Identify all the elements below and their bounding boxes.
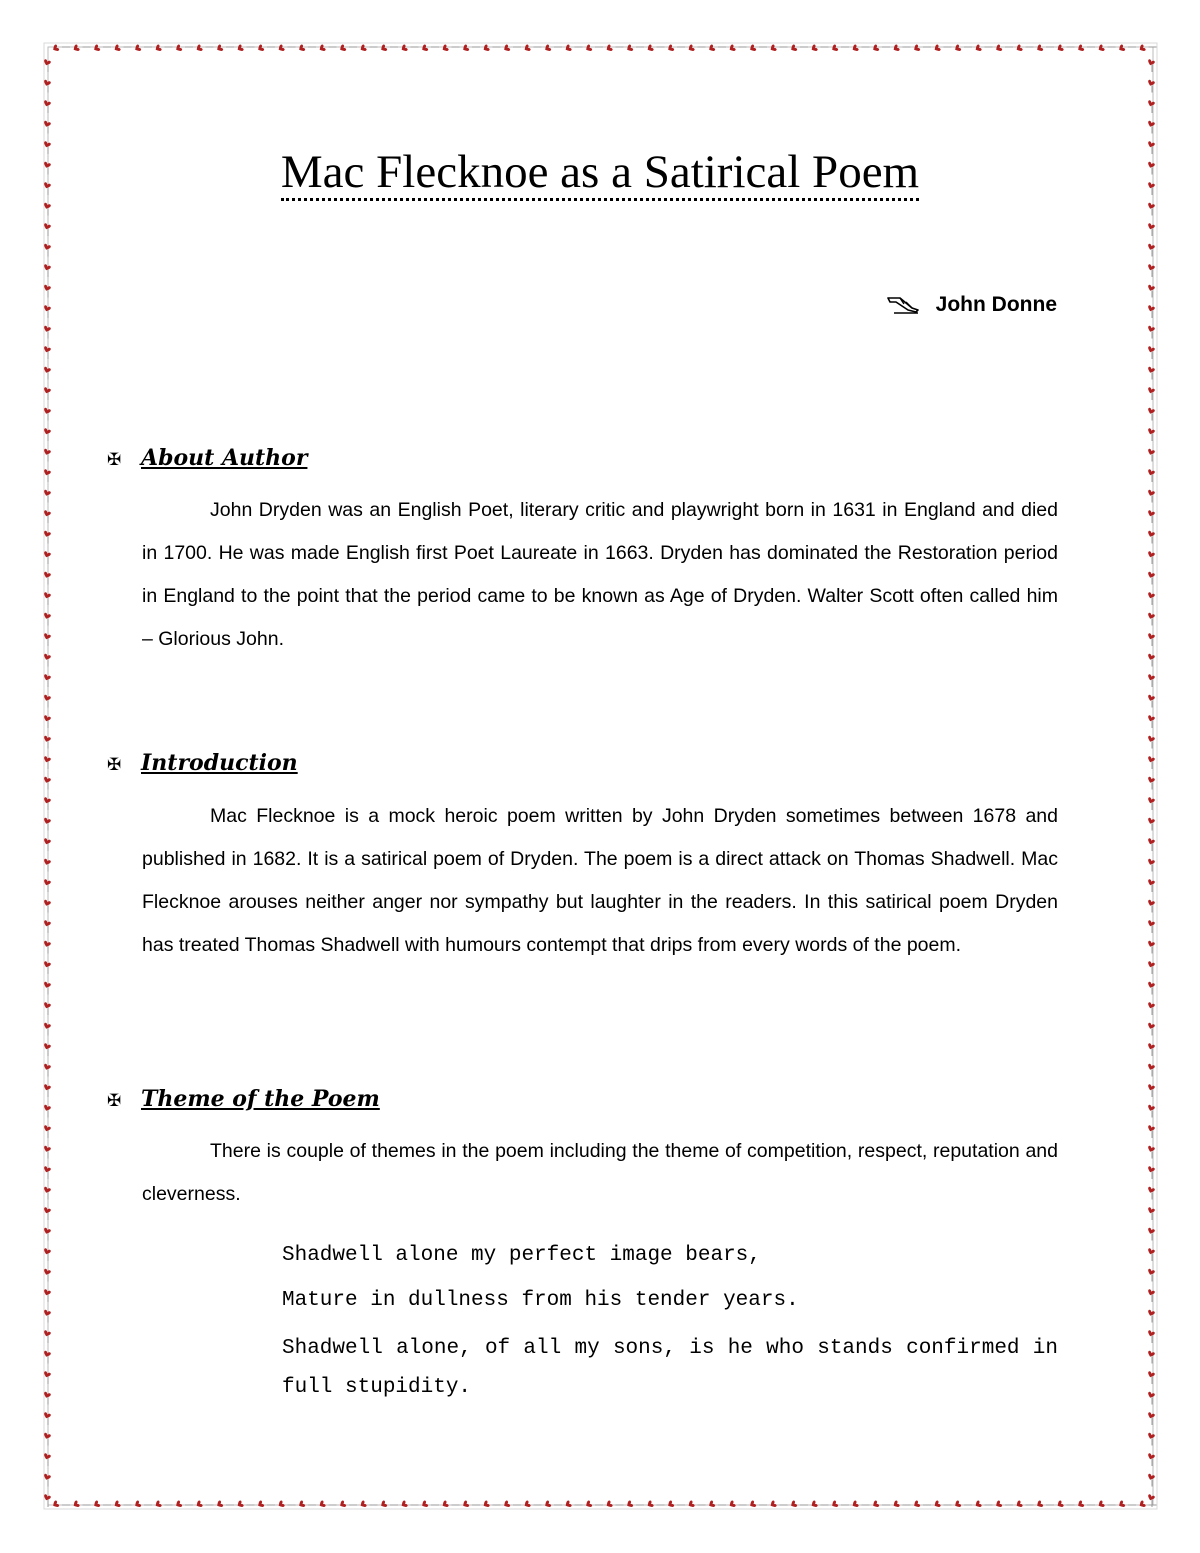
border-heart-mark <box>359 44 367 53</box>
heading-text: About Author <box>141 445 308 471</box>
border-heart-mark <box>1147 715 1155 722</box>
border-heart-mark <box>174 1500 182 1509</box>
border-heart-mark <box>1035 44 1043 53</box>
border-heart-mark <box>1147 735 1155 742</box>
border-heart-mark <box>1147 1248 1155 1255</box>
border-heart-mark <box>461 44 469 53</box>
border-heart-mark <box>256 1500 264 1509</box>
border-heart-mark <box>1147 1125 1155 1132</box>
border-heart-mark <box>1147 797 1155 804</box>
border-heart-mark <box>1147 694 1155 701</box>
section-heading-theme <box>107 1084 380 1116</box>
border-heart-mark <box>1015 44 1023 53</box>
border-heart-mark <box>1138 1500 1146 1509</box>
border-heart-mark <box>1147 510 1155 517</box>
border-heart-mark <box>154 1500 162 1509</box>
border-heart-mark <box>92 1500 100 1509</box>
border-heart-mark <box>1147 448 1155 455</box>
border-heart-mark <box>1147 59 1155 66</box>
border-heart-mark <box>666 1500 674 1509</box>
border-heart-mark <box>666 44 674 53</box>
border-heart-mark <box>420 44 428 53</box>
border-heart-mark <box>1147 1207 1155 1214</box>
writing-hand-icon <box>886 294 920 314</box>
border-heart-mark <box>51 44 59 53</box>
border-heart-mark <box>892 44 900 53</box>
border-heart-mark <box>994 44 1002 53</box>
border-heart-mark <box>1056 44 1064 53</box>
border-heart-mark <box>933 1500 941 1509</box>
border-heart-mark <box>871 44 879 53</box>
border-heart-mark <box>154 44 162 53</box>
border-heart-mark <box>1147 346 1155 353</box>
border-heart-mark <box>1147 530 1155 537</box>
border-heart-mark <box>974 44 982 53</box>
border-heart-mark <box>1147 776 1155 783</box>
border-heart-mark <box>441 1500 449 1509</box>
border-heart-mark <box>1147 1145 1155 1152</box>
border-heart-mark <box>1147 858 1155 865</box>
border-heart-mark <box>1097 1500 1105 1509</box>
border-heart-mark <box>1147 1412 1155 1419</box>
border-heart-mark <box>646 1500 654 1509</box>
border-heart-mark <box>72 1500 80 1509</box>
border-heart-mark <box>133 1500 141 1509</box>
border-heart-mark <box>1076 44 1084 53</box>
border-heart-mark <box>1147 920 1155 927</box>
border-heart-mark <box>1117 44 1125 53</box>
border-heart-mark <box>1147 387 1155 394</box>
border-heart-mark <box>1147 1473 1155 1480</box>
border-heart-mark <box>277 44 285 53</box>
section-heading-introduction <box>107 748 298 780</box>
border-heart-mark <box>1147 612 1155 619</box>
border-heart-mark <box>297 44 305 53</box>
border-heart-mark <box>1147 469 1155 476</box>
border-heart-mark <box>728 44 736 53</box>
border-heart-mark <box>1147 223 1155 230</box>
border-heart-mark <box>543 1500 551 1509</box>
border-heart-mark <box>1147 407 1155 414</box>
border-heart-mark <box>953 1500 961 1509</box>
border-heart-mark <box>1147 1330 1155 1337</box>
border-heart-mark <box>1147 838 1155 845</box>
border-heart-mark <box>830 1500 838 1509</box>
border-heart-mark <box>1147 243 1155 250</box>
border-heart-mark <box>236 1500 244 1509</box>
section-paragraph-theme: There is couple of themes in the poem including the theme of competition, respect, reputation and cleverness. <box>142 1140 1058 1205</box>
border-heart-mark <box>625 44 633 53</box>
border-heart-mark <box>256 44 264 53</box>
heading-text: Introduction <box>141 750 298 776</box>
border-heart-mark <box>1035 1500 1043 1509</box>
section-paragraph-introduction: Mac Flecknoe is a mock heroic poem written by John Dryden sometimes between 1678 and published in 1682. It is a satirical poem of Dryden. The poem is a direct attack on Thomas Shadwell. Mac Flecknoe arouses neither anger nor sympathy but laughter in the readers. In this satirical poem Dryden has treated Thomas Shadwell with humours contempt that drips from every words of the poem. <box>142 805 1058 956</box>
border-heart-mark <box>1147 981 1155 988</box>
section-heading-about-author <box>107 443 307 475</box>
section-paragraph-about-author: John Dryden was an English Poet, literary critic and playwright born in 1631 in England and died in 1700. He was made English first Poet Laureate in 1663. Dryden has dominated the Restoration period in England to the point that the period came to be known as Age of Dryden. Walter Scott often called him – Glorious John. <box>142 499 1058 650</box>
border-heart-mark <box>1147 817 1155 824</box>
border-heart-mark <box>1147 1494 1155 1501</box>
border-heart-mark <box>605 44 613 53</box>
border-heart-mark <box>933 44 941 53</box>
border-heart-mark <box>1138 44 1146 53</box>
border-heart-mark <box>338 1500 346 1509</box>
border-heart-mark <box>625 1500 633 1509</box>
border-heart-mark <box>1147 305 1155 312</box>
border-heart-mark <box>1147 1391 1155 1398</box>
border-heart-mark <box>1147 1022 1155 1029</box>
border-heart-mark <box>215 44 223 53</box>
border-heart-mark <box>502 44 510 53</box>
border-heart-mark <box>1147 879 1155 886</box>
border-heart-mark <box>400 1500 408 1509</box>
border-heart-mark <box>912 44 920 53</box>
border-heart-mark <box>1147 366 1155 373</box>
border-heart-mark <box>564 44 572 53</box>
border-heart-mark <box>502 1500 510 1509</box>
border-heart-mark <box>1147 756 1155 763</box>
border-heart-mark <box>707 1500 715 1509</box>
border-heart-mark <box>1147 202 1155 209</box>
border-heart-mark <box>1097 44 1105 53</box>
author-name: John Donne <box>935 293 1057 316</box>
maltese-cross-bullet-icon: ✠ <box>107 1091 122 1111</box>
maltese-cross-bullet-icon: ✠ <box>107 450 122 470</box>
border-heart-mark <box>1147 653 1155 660</box>
verse-line-3: Shadwell alone, of all my sons, is he who stands confirmed in full stupidity. <box>282 1337 1058 1399</box>
border-heart-mark <box>1147 1084 1155 1091</box>
border-heart-mark <box>174 44 182 53</box>
border-heart-mark <box>215 1500 223 1509</box>
border-heart-mark <box>277 1500 285 1509</box>
border-heart-mark <box>1147 940 1155 947</box>
border-heart-mark <box>687 44 695 53</box>
border-heart-mark <box>1147 1309 1155 1316</box>
border-heart-mark <box>851 1500 859 1509</box>
border-heart-mark <box>769 44 777 53</box>
border-heart-mark <box>1147 1432 1155 1439</box>
page-title: Mac Flecknoe as a Satirical Poem <box>0 142 1200 202</box>
border-heart-mark <box>851 44 859 53</box>
border-heart-mark <box>1147 1350 1155 1357</box>
border-heart-mark <box>830 44 838 53</box>
border-heart-mark <box>1147 284 1155 291</box>
border-heart-mark <box>1147 1186 1155 1193</box>
border-heart-mark <box>379 1500 387 1509</box>
border-heart-mark <box>51 1500 59 1509</box>
border-heart-mark <box>195 1500 203 1509</box>
border-heart-mark <box>789 44 797 53</box>
border-heart-mark <box>338 44 346 53</box>
border-heart-mark <box>769 1500 777 1509</box>
border-heart-mark <box>1147 1371 1155 1378</box>
border-heart-mark <box>1147 1063 1155 1070</box>
border-heart-mark <box>1147 1104 1155 1111</box>
border-heart-mark <box>1147 489 1155 496</box>
border-heart-mark <box>1147 264 1155 271</box>
border-heart-mark <box>810 44 818 53</box>
border-heart-mark <box>1147 961 1155 968</box>
border-heart-mark <box>236 44 244 53</box>
verse-line-1: Shadwell alone my perfect image bears, <box>282 1244 761 1267</box>
border-heart-mark <box>1147 899 1155 906</box>
border-heart-mark <box>1147 592 1155 599</box>
border-heart-mark <box>113 1500 121 1509</box>
border-heart-mark <box>1147 1453 1155 1460</box>
border-heart-mark <box>1147 1268 1155 1275</box>
border-heart-mark <box>318 1500 326 1509</box>
border-heart-mark <box>789 1500 797 1509</box>
border-heart-mark <box>605 1500 613 1509</box>
border-heart-mark <box>564 1500 572 1509</box>
border-heart-mark <box>523 1500 531 1509</box>
border-heart-mark <box>482 44 490 53</box>
border-heart-mark <box>72 44 80 53</box>
verse-line-2: Mature in dullness from his tender years. <box>282 1289 799 1312</box>
border-heart-mark <box>1147 1043 1155 1050</box>
border-heart-mark <box>1117 1500 1125 1509</box>
border-heart-mark <box>994 1500 1002 1509</box>
border-heart-mark <box>420 1500 428 1509</box>
border-heart-mark <box>1147 571 1155 578</box>
border-heart-mark <box>1076 1500 1084 1509</box>
author-line <box>886 290 1057 320</box>
border-heart-mark <box>359 1500 367 1509</box>
border-heart-mark <box>707 44 715 53</box>
border-heart-mark <box>297 1500 305 1509</box>
border-heart-mark <box>1147 1289 1155 1296</box>
border-heart-mark <box>543 44 551 53</box>
border-heart-mark <box>1147 1227 1155 1234</box>
border-heart-mark <box>195 44 203 53</box>
border-heart-mark <box>892 1500 900 1509</box>
border-heart-mark <box>113 44 121 53</box>
border-heart-mark <box>974 1500 982 1509</box>
border-heart-mark <box>461 1500 469 1509</box>
border-heart-mark <box>687 1500 695 1509</box>
border-heart-mark <box>584 1500 592 1509</box>
border-heart-mark <box>318 44 326 53</box>
border-heart-mark <box>1147 1166 1155 1173</box>
border-heart-mark <box>92 44 100 53</box>
border-heart-mark <box>912 1500 920 1509</box>
border-heart-mark <box>810 1500 818 1509</box>
border-heart-mark <box>1015 1500 1023 1509</box>
border-heart-mark <box>523 44 531 53</box>
border-heart-mark <box>871 1500 879 1509</box>
border-heart-mark <box>133 44 141 53</box>
border-heart-mark <box>400 44 408 53</box>
border-heart-mark <box>1147 79 1155 86</box>
border-heart-mark <box>646 44 654 53</box>
border-heart-mark <box>1147 551 1155 558</box>
border-heart-mark <box>1147 120 1155 127</box>
border-heart-mark <box>728 1500 736 1509</box>
border-heart-mark <box>1147 428 1155 435</box>
heading-text: Theme of the Poem <box>141 1086 380 1112</box>
maltese-cross-bullet-icon: ✠ <box>107 755 122 775</box>
border-heart-mark <box>748 44 756 53</box>
border-heart-mark <box>482 1500 490 1509</box>
border-heart-mark <box>1056 1500 1064 1509</box>
border-heart-mark <box>1147 1002 1155 1009</box>
border-heart-mark <box>441 44 449 53</box>
border-heart-mark <box>379 44 387 53</box>
border-heart-mark <box>748 1500 756 1509</box>
border-heart-mark <box>1147 100 1155 107</box>
border-heart-mark <box>1147 633 1155 640</box>
border-heart-mark <box>953 44 961 53</box>
border-heart-mark <box>1147 674 1155 681</box>
border-heart-mark <box>584 44 592 53</box>
border-heart-mark <box>1147 325 1155 332</box>
